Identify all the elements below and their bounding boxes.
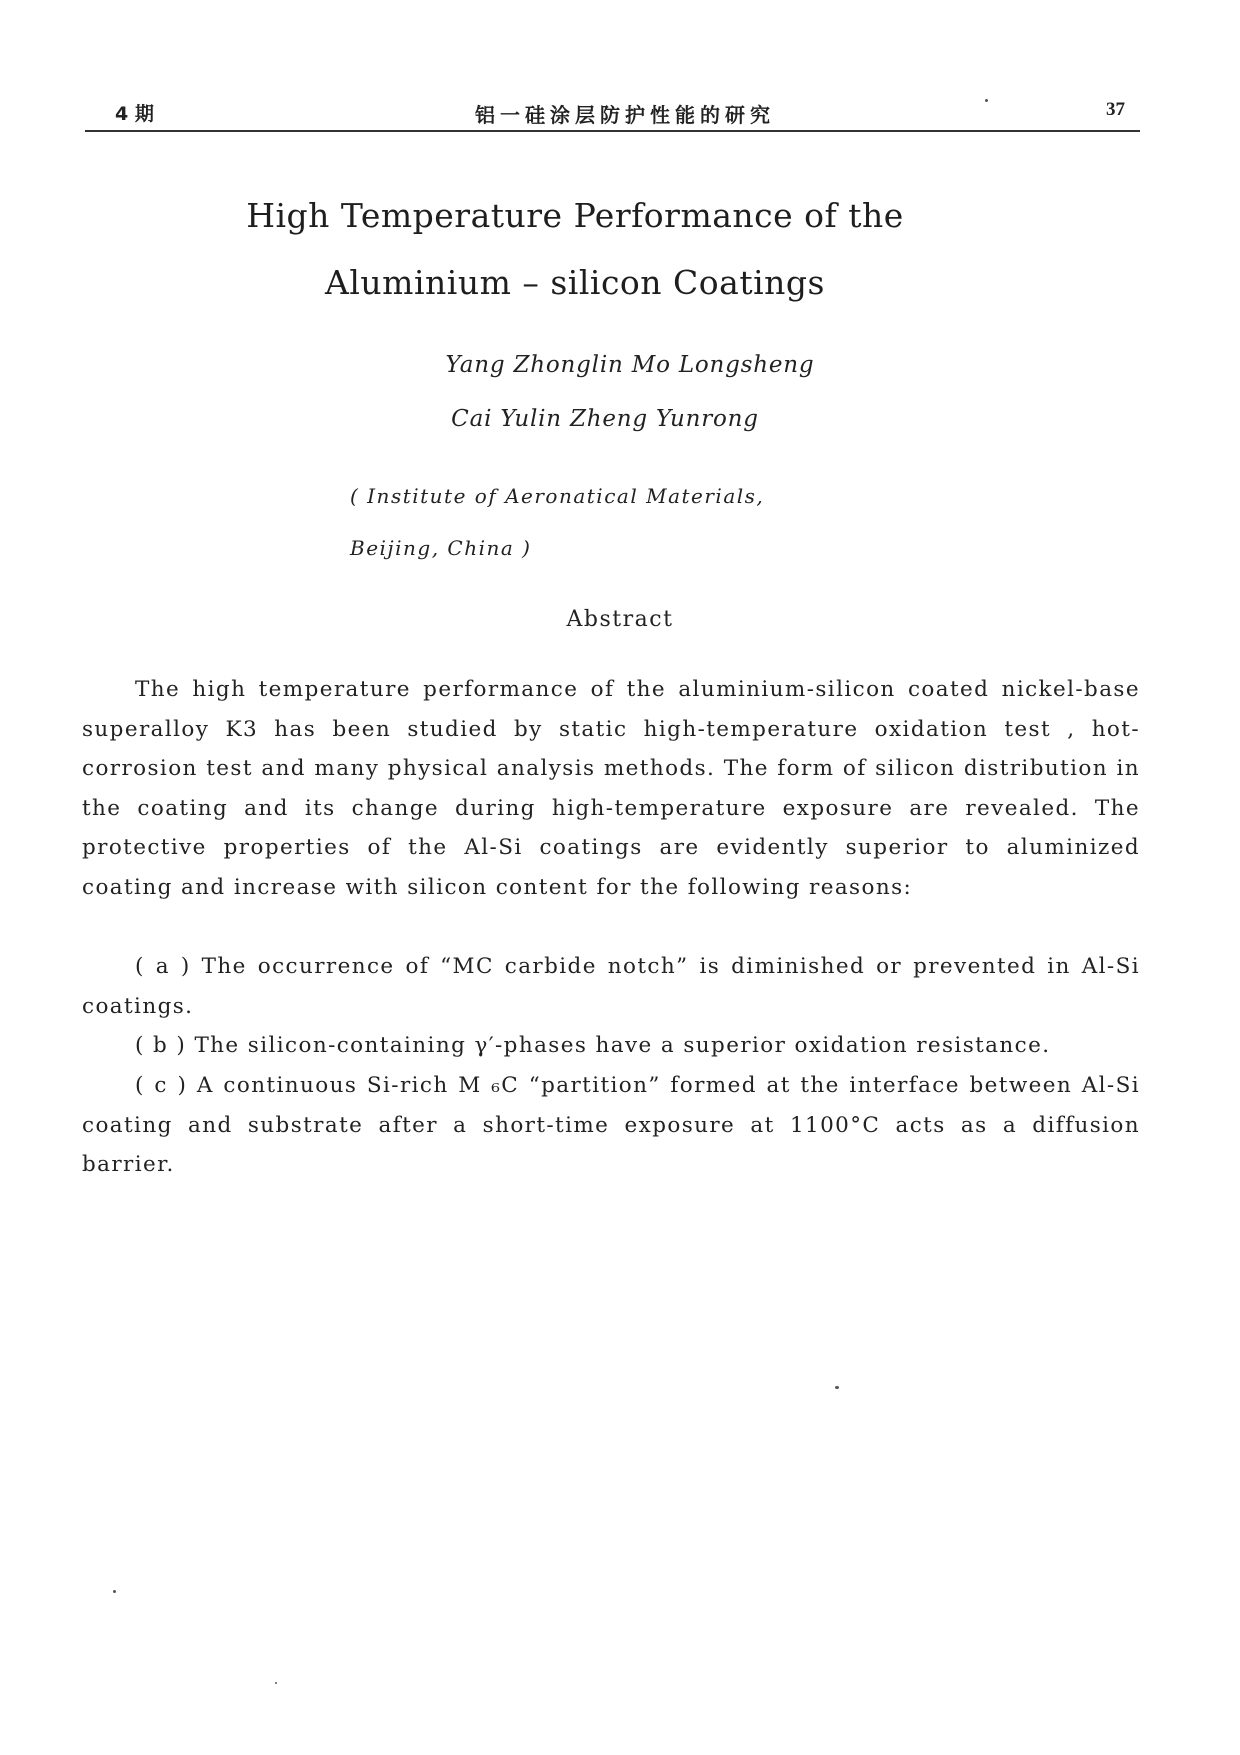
abstract-heading: Abstract [566, 607, 674, 632]
scan-speck [985, 99, 988, 102]
running-title: 铝一硅涂层防护性能的研究 [475, 103, 775, 127]
abstract-item-b [82, 1026, 1140, 1066]
reason-a: ( a ) The occurrence of “MC carbide notch” is diminished or prevented in Al-Si coatings. [82, 954, 1140, 1019]
affiliation-line-1: ( Institute of Aeronatical Materials, [350, 484, 765, 508]
abstract-item-a [82, 947, 1140, 1026]
authors-line-2: Cai Yulin Zheng Yunrong [451, 406, 759, 432]
reason-b: ( b ) The silicon-containing γ′-phases have a superior oxidation resistance. [135, 1033, 1051, 1058]
page-number: 37 [1106, 99, 1125, 120]
affiliation-line-2: Beijing, China ) [350, 536, 532, 560]
running-header [85, 96, 1140, 126]
paper-title-line-1: High Temperature Performance of the [246, 196, 904, 235]
paper-title-line-2: Aluminium – silicon Coatings [325, 263, 825, 302]
abstract-paragraph: The high temperature performance of the aluminium-silicon coated nickel-base superalloy K3 has been studied by static high-temperature oxidation test , hot-corrosion test and many physical analysis methods. The form of silicon distribution in the coating and its change during high-temperature exposure are revealed. The protective properties of the Al-Si coatings are evidently superior to aluminized coating and increase with silicon content for the following reasons: [82, 677, 1140, 900]
reason-c: ( c ) A continuous Si-rich M ₆C “partition” formed at the interface between Al-Si coating and substrate after a short-time exposure at 1100°C acts as a diffusion barrier. [82, 1073, 1140, 1177]
header-rule [85, 130, 1140, 132]
scan-speck [113, 1590, 116, 1593]
abstract-item-c [82, 1066, 1140, 1185]
issue-number: 4 期 [115, 103, 154, 125]
abstract-body [82, 670, 1140, 907]
scan-speck [275, 1682, 277, 1684]
scan-speck [835, 1386, 839, 1389]
authors-line-1: Yang Zhonglin Mo Longsheng [445, 352, 815, 378]
